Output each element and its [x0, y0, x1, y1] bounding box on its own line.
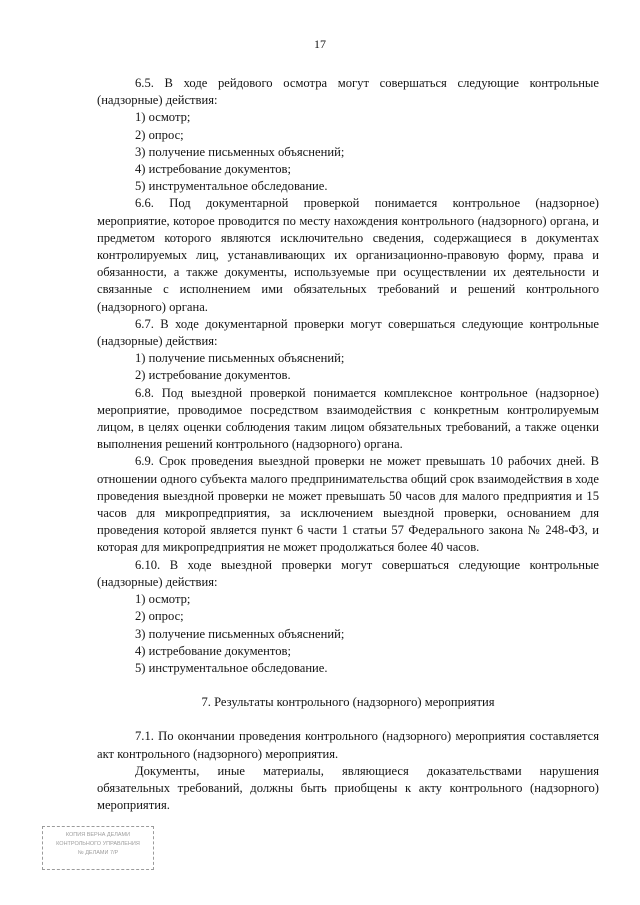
- list-item: 5) инструментальное обследование.: [135, 660, 328, 675]
- page-number: 17: [314, 37, 326, 51]
- list-item: 1) осмотр;: [135, 592, 191, 607]
- paragraph: 6.8. Под выездной проверкой понимается комплексное контрольное (надзорное) мероприятие, проводимое посредством взаимодействия с конкретным контролируемым лицом, в целях оценки соблюдения таким лицом обязательных требований, а также оценки выполнения решений контрольного (надзорного) органа.: [97, 385, 599, 452]
- list-item: 3) получение письменных объяснений;: [135, 144, 345, 159]
- list-item: 1) осмотр;: [135, 110, 191, 125]
- stamp-line: КОПИЯ ВЕРНА ДЕЛАМИ: [65, 832, 131, 838]
- list-item: 2) опрос;: [135, 609, 184, 624]
- paragraph: Документы, иные материалы, являющиеся доказательствами нарушения обязательных требований, должны быть приобщены к акту контрольного (надзорного) мероприятия.: [97, 763, 599, 813]
- paragraph: 6.5. В ходе рейдового осмотра могут совершаться следующие контрольные (надзорные) действия:: [97, 76, 599, 108]
- list-item: 3) получение письменных объяснений;: [135, 626, 345, 641]
- paragraph: 7.1. По окончании проведения контрольного (надзорного) мероприятия составляется акт контрольного (надзорного) мероприятия.: [97, 729, 599, 761]
- list-item: 2) истребование документов.: [135, 368, 291, 383]
- paragraph: 6.6. Под документарной проверкой понимается контрольное (надзорное) мероприятие, которое проводится по месту нахождения контрольного (надзорного) органа, и предметом которого являются исключительно сведения, содержащиеся в документах контролируемых лиц, устанавливающих их организационно-правовую форму, права и обязанности, а также документы, используемые при осуществлении их деятельности и связанные с исполнением ими обязательных требований и решений контрольного (надзорного) органа.: [97, 196, 599, 314]
- paragraph: 6.10. В ходе выездной проверки могут совершаться следующие контрольные (надзорные) действия:: [97, 557, 599, 589]
- list-item: 2) опрос;: [135, 127, 184, 142]
- document-body: [97, 75, 599, 814]
- section-heading: 7. Результаты контрольного (надзорного) мероприятия: [201, 695, 495, 710]
- certification-stamp: [42, 826, 154, 870]
- paragraph: 6.7. В ходе документарной проверки могут совершаться следующие контрольные (надзорные) действия:: [97, 316, 599, 349]
- stamp-line: № ДЕЛАМИ 7/Р: [77, 850, 119, 856]
- list-item: 4) истребование документов;: [135, 162, 291, 177]
- list-item: 4) истребование документов;: [135, 643, 291, 658]
- stamp-line: КОНТРОЛЬНОГО УПРАВЛЕНИЯ: [56, 841, 140, 847]
- paragraph: 6.9. Срок проведения выездной проверки не может превышать 10 рабочих дней. В отношении одного субъекта малого предпринимательства общий срок взаимодействия в ходе проведения выездной проверки не может превышать 50 часов для малого предприятия и 15 часов для микропредприятия, за исключением выездной проверки, основанием для проведения которой является пункт 6 части 1 статьи 57 Федерального закона № 248-ФЗ, и которая для микропредприятия не может продолжаться более 40 часов.: [97, 454, 599, 555]
- list-item: 1) получение письменных объяснений;: [135, 351, 345, 366]
- list-item: 5) инструментальное обследование.: [135, 179, 328, 194]
